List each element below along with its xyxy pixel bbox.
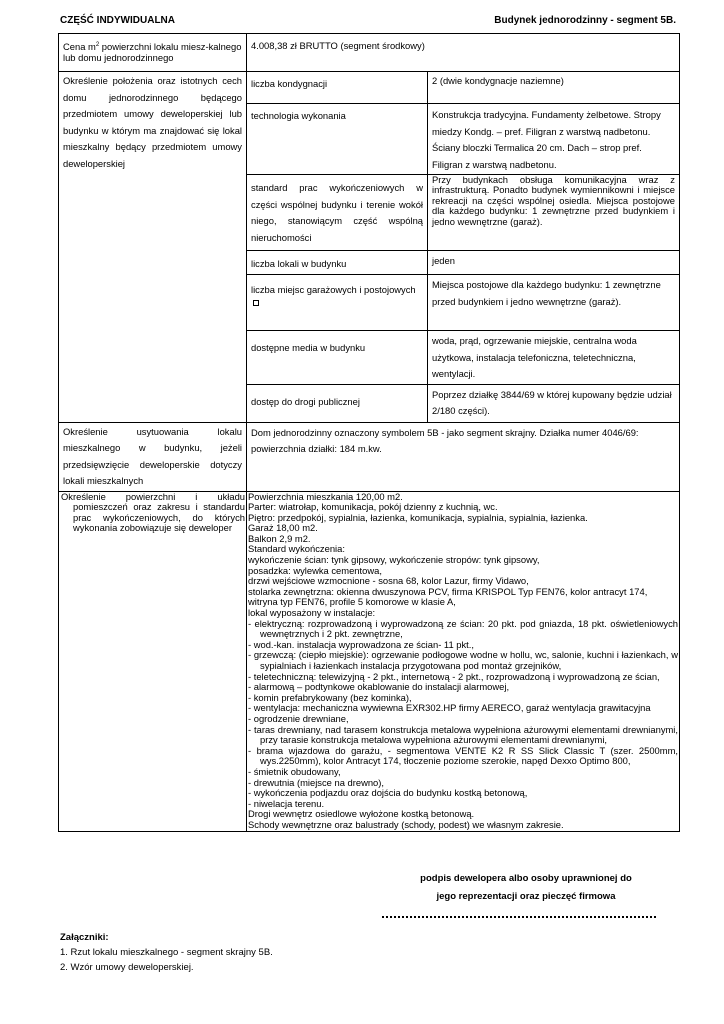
installation-item: - wod.-kan. instalacja wyprowadzona ze ścian- 11 pkt., [248, 638, 474, 650]
units-value: jeden [428, 251, 680, 275]
installation-item: - śmietnik obudowany, [248, 765, 341, 777]
parking-value: Miejsca postojowe dla każdego budynku: 1 zewnętrzne przed budynkiem i jedno wewnętrzne (garaż). [428, 275, 680, 331]
price-value: 4.008,38 zł BRUTTO (segment środkowy) [247, 34, 680, 72]
signature-line-1: podpis dewelopera albo osoby uprawnionej do [420, 873, 632, 884]
header-right: Budynek jednorodzinny - segment 5B. [494, 15, 676, 26]
placement-row [59, 422, 680, 491]
price-label-post: powierzchni lokalu miesz-kalnego lub domu jednorodzinnego [63, 41, 242, 63]
layout-line: lokal wyposażony w instalacje: [248, 607, 376, 619]
units-label: liczba lokali w budynku [247, 251, 428, 275]
technology-value: Konstrukcja tradycyjna. Fundamenty żelbetowe. Stropy miedzy Kondg. – pref. Filigran z warstwą nadbetonu. Ściany bloczki Termalica 20 cm. Dach – strop pref. Filigran z warstwą nadbetonu. [428, 104, 680, 175]
installation-item: - teletechniczną: telewizyjną - 2 pkt., internetową - 2 pkt., rozprowadzoną i wyprowadzoną ze ścian, [248, 670, 660, 682]
price-row [59, 34, 680, 72]
road-value: Poprzez działkę 3844/69 w której kupowany będzie udział 2/180 części). [428, 384, 680, 422]
layout-line: Parter: wiatrołap, komunikacja, pokój dzienny z kuchnią, wc. [248, 501, 498, 513]
road-label: dostęp do drogi publicznej [247, 384, 428, 422]
location-label: Określenie położenia oraz istotnych cech domu jednorodzinnego będącego przedmiotem umowy deweloperskiej lub budynku w którym ma znajdować się lokal mieszkalny będący przedmiotem umowy deweloperskiej [59, 72, 247, 423]
placement-label: Określenie usytuowania lokalu mieszkalnego w budynku, jeżeli przedsięwzięcie deweloperskie dotyczy lokali mieszkalnych [59, 422, 247, 491]
layout-row [59, 491, 680, 831]
installation-item: - niwelacja terenu. [248, 797, 325, 809]
installation-item: - grzewczą: (ciepło miejskie): ogrzewanie podłogowe wodne w hollu, wc, salonie, kuchni i łazienkach, w sypialniach i łazienkach instalacja przygotowana pod montaż grzejników, [248, 649, 678, 671]
floors-value: 2 (dwie kondygnacje naziemne) [428, 72, 680, 104]
page-header [60, 15, 676, 26]
technology-label: technologia wykonania [247, 104, 428, 175]
layout-tail-line: Schody wewnętrzne oraz balustrady (schody, podest) we własnym zakresie. [248, 818, 564, 830]
layout-line: wykończenie ścian: tynk gipsowy, wykończenie stropów: tynk gipsowy, [248, 554, 540, 566]
signature-block [376, 870, 676, 906]
layout-line: posadzka: wylewka cementowa, [248, 564, 382, 576]
signature-dotted-line [382, 916, 656, 918]
installation-item: - brama wjazdowa do garażu, - segmentowa VENTE K2 R SS Slick Classic T (szer. 2500mm, wys.2250mm), kolor Antracyt 174, tłoczenie poziome szerokie, napęd Dexxo Optimo 800, [248, 744, 678, 767]
layout-line: Piętro: przedpokój, sypialnia, łazienka, komunikacja, sypialnia, sypialnia, łazienka. [248, 511, 588, 523]
layout-line: Garaż 18,00 m2. [248, 522, 318, 534]
checkbox-square-icon [253, 300, 259, 306]
standard-label: standard prac wykończeniowych w części wspólnej budynku i terenie wokół niego, stanowiącym część wspólną nieruchomości [247, 175, 428, 251]
layout-label-text: Określenie powierzchni i układu pomieszczeń oraz zakresu i standardu prac wykończeniowych, do których wykonania zobowiązuje się deweloper [61, 490, 245, 534]
parking-label [247, 275, 428, 331]
installation-item: - taras drewniany, nad tarasem konstrukcja metalowa wypełniona ażurowymi elementami drewnianymi, przy tarasie konstrukcja metalowa wypełniona ażurowymi elementami drewnianymi, [248, 723, 678, 746]
media-value: woda, prąd, ogrzewanie miejskie, centralna woda użytkowa, instalacja telefoniczna, teletechniczna, wentylacji. [428, 331, 680, 385]
signature-line-2: jego reprezentacji oraz pieczęć firmowa [436, 891, 616, 902]
attachment-item: 1. Rzut lokalu mieszkalnego - segment skrajny 5B. [60, 947, 273, 958]
price-label-pre: Cena m [63, 41, 96, 53]
layout-line: stolarka zewnętrzna: okienna dwuszynowa PCV, firma KRISPOL Typ FEN76, kolor antracyt 174, witryna typ FEN76, profile 5 komorowe w klasie A, [248, 585, 648, 608]
installation-item: - alarmową – podtynkowe okablowanie do instalacji alarmowej, [248, 681, 510, 693]
layout-line: Balkon 2,9 m2. [248, 532, 311, 544]
installation-item: - drewutnia (miejsce na drewno), [248, 776, 384, 788]
installation-item: - elektryczną: rozprowadzoną i wyprowadzoną ze ścian: 20 pkt. pod gniazda, 18 pkt. oświetleniowych wewnętrznych i 2 pkt. zewnętrzne, [248, 617, 678, 640]
parking-label-text: liczba miejsc garażowych i postojowych [251, 284, 416, 295]
attachments-title: Załączniki: [60, 932, 109, 943]
attachments [60, 930, 273, 975]
layout-line: drzwi wejściowe wzmocnione - sosna 68, kolor Lazur, firmy Vidawo, [248, 575, 529, 587]
installation-item: - ogrodzenie drewniane, [248, 712, 349, 724]
layout-line: Powierzchnia mieszkania 120,00 m2. [248, 490, 403, 502]
price-label [59, 34, 247, 72]
header-left: CZĘŚĆ INDYWIDUALNA [60, 15, 175, 26]
installation-item: - wykończenia podjazdu oraz dojścia do budynku kostką betonową, [248, 787, 528, 799]
property-info-table [58, 33, 680, 832]
layout-tail-line: Drogi wewnętrz osiedlowe wyłożone kostką betonową. [248, 808, 475, 820]
placement-value: Dom jednorodzinny oznaczony symbolem 5B - jako segment skrajny. Działka numer 4046/69: powierzchnia działki: 184 m.kw. [247, 422, 680, 491]
location-row-floors [59, 72, 680, 104]
standard-value: Przy budynkach obsługa komunikacyjna wraz z infrastrukturą. Ponadto budynek wymiennikowni i miejsce rekreacji na części wspólnej osiedla. Miejsca postojowe dla każdego budynku: 1 zewnętrzne przed budynkiem i jedno wewnętrzne (garaż). [428, 175, 680, 251]
layout-label [59, 491, 247, 831]
layout-line: Standard wykończenia: [248, 543, 345, 555]
floors-label: liczba kondygnacji [247, 72, 428, 104]
layout-value [247, 491, 680, 831]
price-label-sup: 2 [95, 42, 100, 48]
media-label: dostępne media w budynku [247, 331, 428, 385]
installation-item: - komin prefabrykowany (bez kominka), [248, 691, 412, 703]
installation-item: - wentylacja: mechaniczna wywiewna EXR302.HP firmy AERECO, garaż wentylacja grawitacyjna [248, 702, 651, 714]
attachment-item: 2. Wzór umowy deweloperskiej. [60, 962, 194, 973]
